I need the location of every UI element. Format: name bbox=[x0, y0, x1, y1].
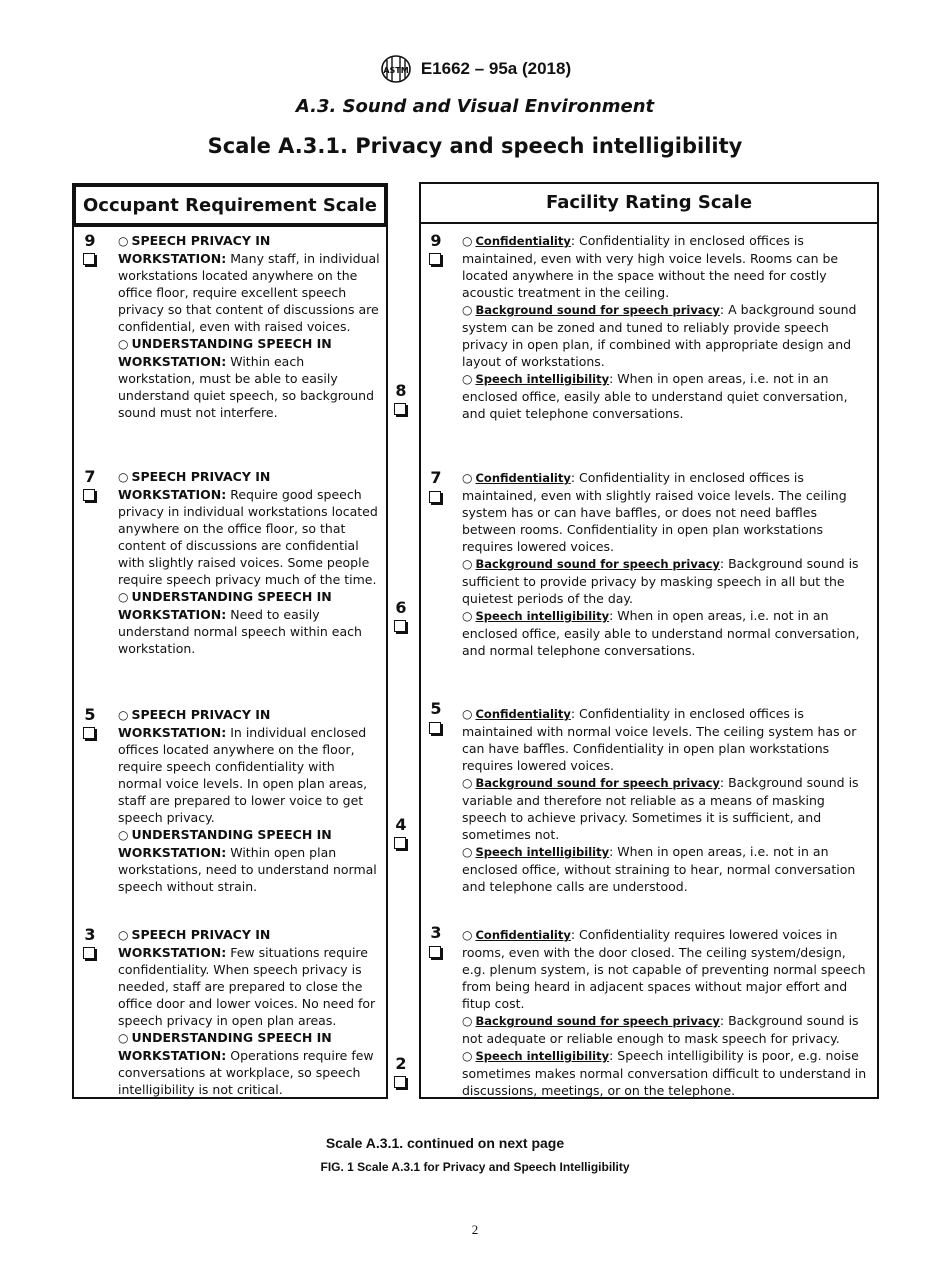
level-number: 9 bbox=[430, 231, 442, 250]
checkbox[interactable] bbox=[83, 947, 95, 959]
level-description: ○ SPEECH PRIVACY IN WORKSTATION: Few situations require confidentiality. When speech privacy is needed, staff are prepared to close the office door and lower voices. No need for speech privacy in open plan areas. ○ UNDERSTANDING SPEECH IN WORKSTATION: Operations require few conversations at workplace, so speech intelligibility is not critical. bbox=[118, 927, 376, 1097]
radio-circle-icon: ○ bbox=[462, 557, 473, 571]
level-number: 5 bbox=[84, 705, 96, 724]
radio-circle-icon: ○ bbox=[462, 609, 473, 623]
level-description: ○ Confidentiality: Confidentiality requires lowered voices in rooms, even with the door closed. The ceiling system/design, e.g. plenum system, is not capable of preventing normal speech from being heard in adjacent spaces without major effort and fitup cost. ○ Background sound for speech privacy: Background sound is not adequate or reliable enough to mask speech for privacy. ○ Speech intelligibility: Speech intelligibility is poor, e.g. noise sometimes makes normal conversation difficult to understand in discussions, meetings, or on the telephone. bbox=[462, 927, 867, 1098]
level-number: 5 bbox=[430, 699, 442, 718]
checkbox[interactable] bbox=[429, 946, 441, 958]
facility-scale-heading: Facility Rating Scale bbox=[419, 182, 879, 224]
level-description: ○ SPEECH PRIVACY IN WORKSTATION: In individual enclosed offices located anywhere on the floor, require speech confidentiality with normal voice levels. In open plan areas, staff are prepared to lower voice to get speech privacy. ○ UNDERSTANDING SPEECH IN WORKSTATION: Within open plan workstations, need to understand normal speech without strain. bbox=[118, 707, 377, 894]
standard-designation: E1662 – 95a (2018) bbox=[420, 59, 572, 78]
level-description: ○ Confidentiality: Confidentiality in enclosed offices is maintained with normal voice levels. The ceiling system has or can have baffles. Confidentiality in open plan workstations requires lowered voices. ○ Background sound for speech privacy: Background sound is variable and therefore not reliable as a means of masking speech to achieve privacy. Sometimes it is sufficient, and sometimes not. ○ Speech intelligibility: When in open areas, i.e. not in an enclosed office, without straining to hear, normal conversation and telephone calls are understood. bbox=[462, 706, 859, 894]
radio-circle-icon: ○ bbox=[462, 372, 473, 386]
radio-circle-icon: ○ bbox=[118, 337, 129, 351]
checkbox-8[interactable] bbox=[394, 403, 406, 415]
occupant-scale-heading: Occupant Requirement Scale bbox=[72, 183, 388, 227]
level-description: ○ SPEECH PRIVACY IN WORKSTATION: Require good speech privacy in individual workstations located anywhere on the office floor, so that content of discussions are confidential with slightly raised voices. Some people require speech privacy much of the time. ○ UNDERSTANDING SPEECH IN WORKSTATION: Need to easily understand normal speech within each workstation. bbox=[118, 469, 378, 656]
radio-circle-icon: ○ bbox=[462, 776, 473, 790]
level-description: ○ Confidentiality: Confidentiality in enclosed offices is maintained, even with slightly raised voice levels. The ceiling system has or can have baffles, or does not need baffles between rooms. Confidentiality in open plan workstations requires lowered voices. ○ Background sound for speech privacy: Background sound is sufficient to provide privacy by masking speech in all but the quietest periods of the day. ○ Speech intelligibility: When in open areas, i.e. not in an enclosed office, easily able to understand normal conversation, and normal telephone conversations. bbox=[462, 470, 860, 658]
checkbox[interactable] bbox=[83, 253, 95, 265]
level-number: 7 bbox=[84, 467, 96, 486]
radio-circle-icon: ○ bbox=[118, 708, 129, 722]
continued-note: Scale A.3.1. continued on next page bbox=[325, 1135, 565, 1151]
document-header bbox=[0, 54, 950, 84]
checkbox[interactable] bbox=[429, 722, 441, 734]
level-number-6: 6 bbox=[395, 598, 407, 617]
level-number-4: 4 bbox=[395, 815, 407, 834]
checkbox[interactable] bbox=[429, 491, 441, 503]
radio-circle-icon: ○ bbox=[462, 707, 473, 721]
checkbox-2[interactable] bbox=[394, 1076, 406, 1088]
checkbox-6[interactable] bbox=[394, 620, 406, 632]
level-number: 3 bbox=[430, 923, 442, 942]
radio-circle-icon: ○ bbox=[118, 928, 129, 942]
level-description: ○ Confidentiality: Confidentiality in enclosed offices is maintained, even with very high voice levels. Rooms can be located anywhere in the space without the need for costly acoustic treatment in the ceiling. ○ Background sound for speech privacy: A background sound system can be zoned and tuned to reliably provide speech privacy in open plan, if combined with appropriate design and layout of workstations. ○ Speech intelligibility: When in open areas, i.e. not in an enclosed office, easily able to understand quiet conversation, and quiet telephone conversations. bbox=[462, 233, 857, 421]
checkbox[interactable] bbox=[83, 727, 95, 739]
astm-logo-icon bbox=[379, 54, 413, 84]
radio-circle-icon: ○ bbox=[462, 928, 473, 942]
radio-circle-icon: ○ bbox=[118, 828, 129, 842]
scale-title: Scale A.3.1. Privacy and speech intelligibility bbox=[207, 134, 743, 158]
figure-caption: FIG. 1 Scale A.3.1 for Privacy and Speech Intelligibility bbox=[320, 1160, 630, 1174]
checkbox[interactable] bbox=[429, 253, 441, 265]
radio-circle-icon: ○ bbox=[118, 590, 129, 604]
level-number-2: 2 bbox=[395, 1054, 407, 1073]
section-subtitle: A.3. Sound and Visual Environment bbox=[295, 96, 655, 117]
level-number-8: 8 bbox=[395, 381, 407, 400]
radio-circle-icon: ○ bbox=[462, 845, 473, 859]
level-number: 7 bbox=[430, 468, 442, 487]
checkbox-4[interactable] bbox=[394, 837, 406, 849]
page-number: 2 bbox=[471, 1222, 479, 1237]
radio-circle-icon: ○ bbox=[462, 1049, 473, 1063]
radio-circle-icon: ○ bbox=[462, 234, 473, 248]
checkbox[interactable] bbox=[83, 489, 95, 501]
svg-text:ASTM: ASTM bbox=[383, 66, 409, 75]
radio-circle-icon: ○ bbox=[118, 1031, 129, 1045]
radio-circle-icon: ○ bbox=[118, 470, 129, 484]
radio-circle-icon: ○ bbox=[462, 303, 473, 317]
radio-circle-icon: ○ bbox=[462, 471, 473, 485]
radio-circle-icon: ○ bbox=[118, 234, 129, 248]
radio-circle-icon: ○ bbox=[462, 1014, 473, 1028]
level-number: 9 bbox=[84, 231, 96, 250]
level-description: ○ SPEECH PRIVACY IN WORKSTATION: Many staff, in individual workstations located anywhere on the office floor, require excellent speech privacy so that content of discussions are confidential, even with raised voices. ○ UNDERSTANDING SPEECH IN WORKSTATION: Within each workstation, must be able to easily understand quiet speech, so background sound must not interfere. bbox=[118, 233, 380, 420]
level-number: 3 bbox=[84, 925, 96, 944]
